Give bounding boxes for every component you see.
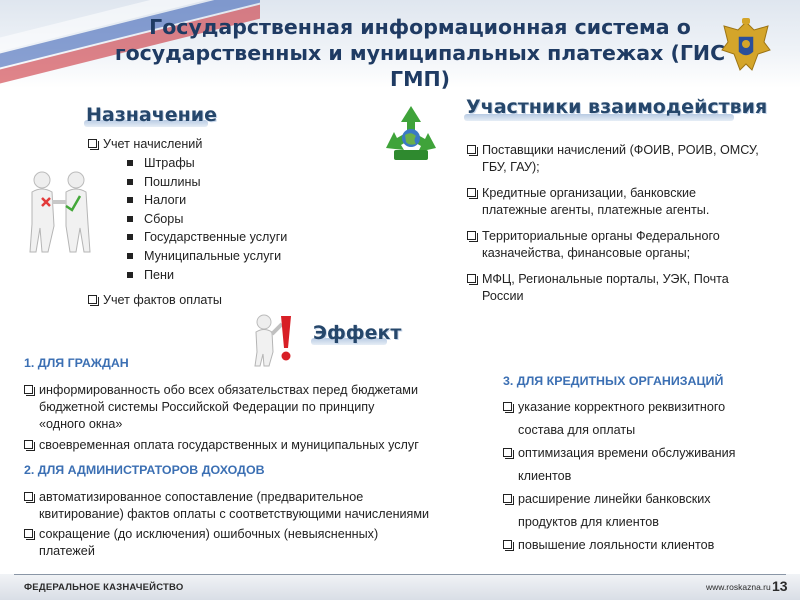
list-item: расширение линейки банковских продуктов для клиентов <box>503 488 788 534</box>
list-item: оптимизация времени обслуживания клиентов <box>503 442 788 488</box>
list-item: Поставщики начислений (ФОИВ, РОИВ, ОМСУ, ГБУ, ГАУ); <box>467 142 792 176</box>
exclamation-figure-icon <box>248 310 298 368</box>
page-number: 13 <box>772 578 788 594</box>
list-item: указание корректного реквизитного состава для оплаты <box>503 396 788 442</box>
checkbox-bullet-icon <box>467 188 476 197</box>
checkbox-bullet-icon <box>503 402 512 411</box>
participants-list <box>467 142 792 305</box>
purpose-title: Назначение <box>86 104 217 126</box>
list-item: Территориальные органы Федерального казначейства, финансовые органы; <box>467 228 792 262</box>
purpose-list-2 <box>88 292 338 309</box>
participants-title: Участники взаимодействия <box>466 96 768 118</box>
group-heading-admins: 2. ДЛЯ АДМИНИСТРАТОРОВ ДОХОДОВ <box>24 463 265 477</box>
list-item: информированность обо всех обязательствах перед бюджетами бюджетной системы Российской Федерации по принципу «одного окна» <box>24 382 494 433</box>
checkbox-bullet-icon <box>24 529 33 538</box>
checkbox-bullet-icon <box>467 145 476 154</box>
effect-title: Эффект <box>313 322 402 344</box>
list-item: Кредитные организации, банковские платежные агенты, платежные агенты. <box>467 185 792 219</box>
checkbox-bullet-icon <box>24 440 33 449</box>
list-item: Государственные услуги <box>124 228 344 247</box>
list-item: автоматизированное сопоставление (предварительное квитирование) фактов оплаты с соответствующими начислениями <box>24 489 494 523</box>
list-item: Сборы <box>124 210 344 229</box>
list-item: Штрафы <box>124 154 344 173</box>
checkbox-bullet-icon <box>503 494 512 503</box>
checkbox-bullet-icon <box>467 231 476 240</box>
people-handshake-icon <box>20 168 98 254</box>
list-item: Учет начислений <box>88 136 338 153</box>
footer-org: ФЕДЕРАЛЬНОЕ КАЗНАЧЕЙСТВО <box>24 582 184 593</box>
list-item: МФЦ, Региональные порталы, УЭК, Почта России <box>467 271 792 305</box>
list-item: Пени <box>124 266 344 285</box>
recycle-globe-icon <box>380 102 442 162</box>
checkbox-bullet-icon <box>24 492 33 501</box>
group-heading-credit-orgs: 3. ДЛЯ КРЕДИТНЫХ ОРГАНИЗАЦИЙ <box>503 374 724 388</box>
purpose-sublist <box>124 154 344 284</box>
list-item: своевременная оплата государственных и муниципальных услуг <box>24 437 494 454</box>
credit-orgs-list <box>503 396 788 557</box>
checkbox-bullet-icon <box>503 448 512 457</box>
footer-divider <box>14 574 786 575</box>
list-item: сокращение (до исключения) ошибочных (невыясненных) платежей <box>24 526 494 560</box>
list-item: повышение лояльности клиентов <box>503 534 788 557</box>
checkbox-bullet-icon <box>503 540 512 549</box>
checkbox-bullet-icon <box>467 274 476 283</box>
list-item: Налоги <box>124 191 344 210</box>
citizens-list <box>24 382 494 454</box>
list-item: Пошлины <box>124 173 344 192</box>
purpose-list <box>88 136 338 153</box>
checkbox-bullet-icon <box>24 385 33 394</box>
checkbox-bullet-icon <box>88 139 97 148</box>
footer-site-link[interactable]: www.roskazna.ru <box>706 582 771 592</box>
admins-list <box>24 489 494 560</box>
list-item: Учет фактов оплаты <box>88 292 338 309</box>
coat-of-arms-emblem <box>718 16 774 76</box>
group-heading-citizens: 1. ДЛЯ ГРАЖДАН <box>24 356 129 370</box>
page-title: Государственная информационная система о государственных и муниципальных платежах (ГИС ГМП) <box>114 15 726 91</box>
checkbox-bullet-icon <box>88 295 97 304</box>
list-item: Муниципальные услуги <box>124 247 344 266</box>
